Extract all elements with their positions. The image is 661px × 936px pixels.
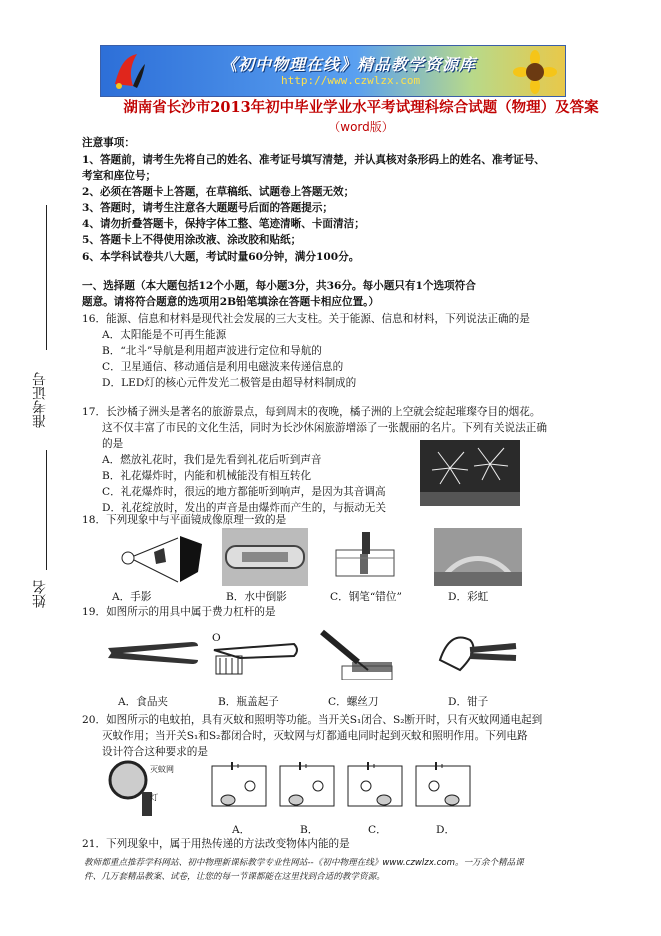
option-20b: B． <box>300 824 319 836</box>
option-17a: A．燃放礼花时，我们是先看到礼花后听到声音 <box>102 454 322 466</box>
option-18a: A．手影 <box>112 591 152 603</box>
banner-title: 《初中物理在线》精品教学资源库 <box>221 55 477 74</box>
notice-item: 1、答题前，请考生先将自己的姓名、准考证号填写清楚，并认真核对条形码上的姓名、准考证号、 <box>82 154 545 166</box>
option-16a: A．太阳能是不可再生能源 <box>102 329 227 341</box>
question-16-stem: 16．能源、信息和材料是现代社会发展的三大支柱。关于能源、信息和材料，下列说法正确的是 <box>82 313 530 325</box>
question-20-stem: 设计符合这种要求的是 <box>102 746 208 758</box>
question-21-stem: 21．下列现象中，属于用热传递的方法改变物体内能的是 <box>82 838 350 850</box>
document-subtitle: （word版） <box>328 120 394 134</box>
racket-net-label: 灭蚊网 <box>150 765 174 774</box>
option-19a: A．食品夹 <box>118 696 169 708</box>
question-19-stem: 19．如图所示的用具中属于费力杠杆的是 <box>82 606 276 618</box>
option-16c: C．卫星通信、移动通信是利用电磁波来传递信息的 <box>102 361 344 373</box>
notice-item: 3、答题时，请考生注意各大题题号后面的答题提示； <box>82 202 334 214</box>
option-18b: B．水中倒影 <box>226 591 287 603</box>
notice-heading: 注意事项： <box>82 137 135 149</box>
header-banner <box>100 45 566 97</box>
circuit-c <box>344 760 406 812</box>
pliers-figure <box>420 620 520 682</box>
circuit-b <box>276 760 338 812</box>
circuit-d <box>412 760 474 812</box>
racket-lamp-label: 灯 <box>150 793 158 802</box>
option-19c: C．螺丝刀 <box>328 696 379 708</box>
screwdriver-figure <box>312 626 400 680</box>
exam-number-label: 准考证号 <box>32 372 48 428</box>
footer-line: 教师都重点推荐学科网站、初中物理新课标教学专业性网站--《初中物理在线》www.czwlzx.com。一万余个精品课 <box>84 858 524 868</box>
option-20c: C． <box>368 824 387 836</box>
water-reflection-figure <box>222 528 308 586</box>
question-18-stem: 18．下列现象中与平面镜成像原理一致的是 <box>82 514 287 526</box>
pivot-label: O <box>212 632 221 644</box>
option-19b: B．瓶盖起子 <box>218 696 279 708</box>
question-17-stem: 17．长沙橘子洲头是著名的旅游景点，每到周末的夜晚，橘子洲的上空就会绽起璀璨夺目的烟花。 <box>82 406 541 418</box>
page-footer <box>84 856 624 884</box>
option-17b: B．礼花爆炸时，内能和机械能没有相互转化 <box>102 470 312 482</box>
question-20-stem: 灭蚊作用；当开关S₁和S₂都闭合时，灭蚊网与灯都通电同时起到灭蚊和照明作用。下列电路 <box>102 730 528 742</box>
fireworks-photo <box>420 440 520 506</box>
sunflower-icon <box>513 50 557 94</box>
notice-item: 考室和座位号； <box>82 170 157 182</box>
question-17-stem: 这不仅丰富了市民的文化生活，同时为长沙休闲旅游增添了一张靓丽的名片。下列有关说法正确 <box>102 422 547 434</box>
name-label: 姓名 <box>32 580 48 608</box>
notice-item: 6、本学科试卷共八大题，考试时量60分钟，满分100分。 <box>82 251 360 263</box>
question-20-stem: 20．如图所示的电蚊拍，具有灭蚊和照明等功能。当开关S₁闭合、S₂断开时，只有灭蚊网通电起到 <box>82 714 543 726</box>
footer-line: 件、几万套精品教案、试卷，让您的每一节课都能在这里找到合适的教学资源。 <box>84 872 385 882</box>
notice-item: 2、必须在答题卡上答题，在草稿纸、试题卷上答题无效； <box>82 186 355 198</box>
option-20d: D． <box>436 824 456 836</box>
option-18c: C．钢笔“错位” <box>330 591 402 603</box>
section-heading: 一、选择题（本大题包括12个小题，每小题3分，共36分。每小题只有1个选项符合 <box>82 280 476 292</box>
food-tongs-figure <box>104 636 200 670</box>
bottle-opener-figure <box>210 640 300 676</box>
rainbow-photo <box>434 528 522 586</box>
option-16b: B．“北斗”导航是利用超声波进行定位和导航的 <box>102 345 322 357</box>
option-16d: D．LED灯的核心元件发光二极管是由超导材料制成的 <box>102 377 357 389</box>
site-logo-icon <box>107 50 149 92</box>
option-20a: A． <box>232 824 251 836</box>
section-heading: 题意。请将符合题意的选项用2B铅笔填涂在答题卡相应位置。） <box>82 296 380 308</box>
pen-in-water-figure <box>330 528 400 586</box>
binding-line <box>46 450 47 570</box>
notice-item: 4、请勿折叠答题卡，保持字体工整、笔迹清晰、卡面清洁； <box>82 218 365 230</box>
notice-item: 5、答题卡上不得使用涂改液、涂改胶和贴纸； <box>82 234 302 246</box>
binding-line <box>46 205 47 350</box>
banner-url[interactable]: http://www.czwlzx.com <box>281 74 421 87</box>
document-title: 湖南省长沙市2013年初中毕业学业水平考试理科综合试题（物理）及答案 <box>123 99 599 116</box>
option-19d: D．钳子 <box>448 696 489 708</box>
hand-shadow-figure <box>118 528 210 586</box>
question-17-stem: 的是 <box>102 438 124 450</box>
circuit-a <box>208 760 270 812</box>
option-17c: C．礼花爆炸时，很远的地方都能听到响声，是因为其音调高 <box>102 486 386 498</box>
option-18d: D．彩虹 <box>448 591 489 603</box>
option-17d: D．礼花绽放时，发出的声音是由爆炸而产生的，与振动无关 <box>102 502 386 514</box>
